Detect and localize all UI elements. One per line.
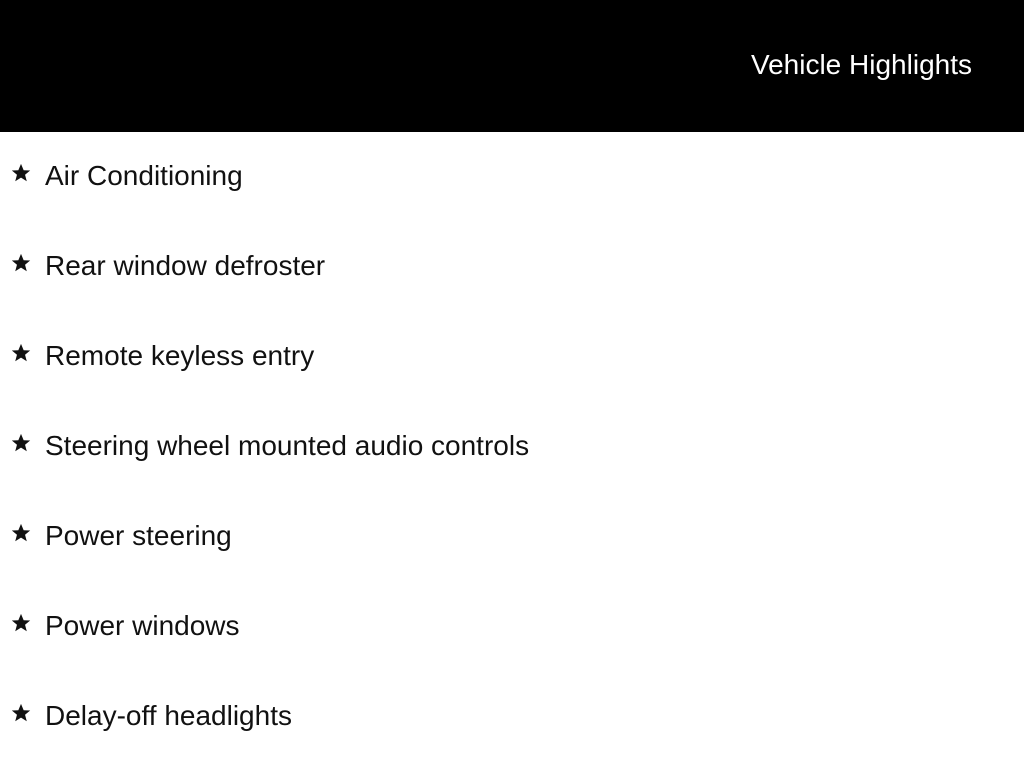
star-icon [10,342,32,364]
page-title: Vehicle Highlights [750,49,972,80]
highlight-label: Power steering [45,520,232,551]
list-item [0,312,1024,402]
highlight-label: Steering wheel mounted audio controls [45,430,530,461]
list-item [0,582,1024,672]
star-icon [10,702,32,724]
star-icon [10,162,32,184]
star-icon [10,432,32,454]
list-item [0,672,1024,762]
list-item [0,402,1024,492]
header-banner [0,0,1024,132]
star-icon [10,252,32,274]
star-icon [10,612,32,634]
highlight-label: Rear window defroster [45,250,326,281]
star-icon [10,522,32,544]
list-item [0,492,1024,582]
highlight-label: Power windows [45,610,240,641]
highlight-label: Delay-off headlights [45,700,292,731]
highlight-label: Remote keyless entry [45,340,315,371]
list-item [0,132,1024,222]
highlights-list [0,132,1024,762]
highlight-label: Air Conditioning [45,160,243,191]
list-item [0,222,1024,312]
